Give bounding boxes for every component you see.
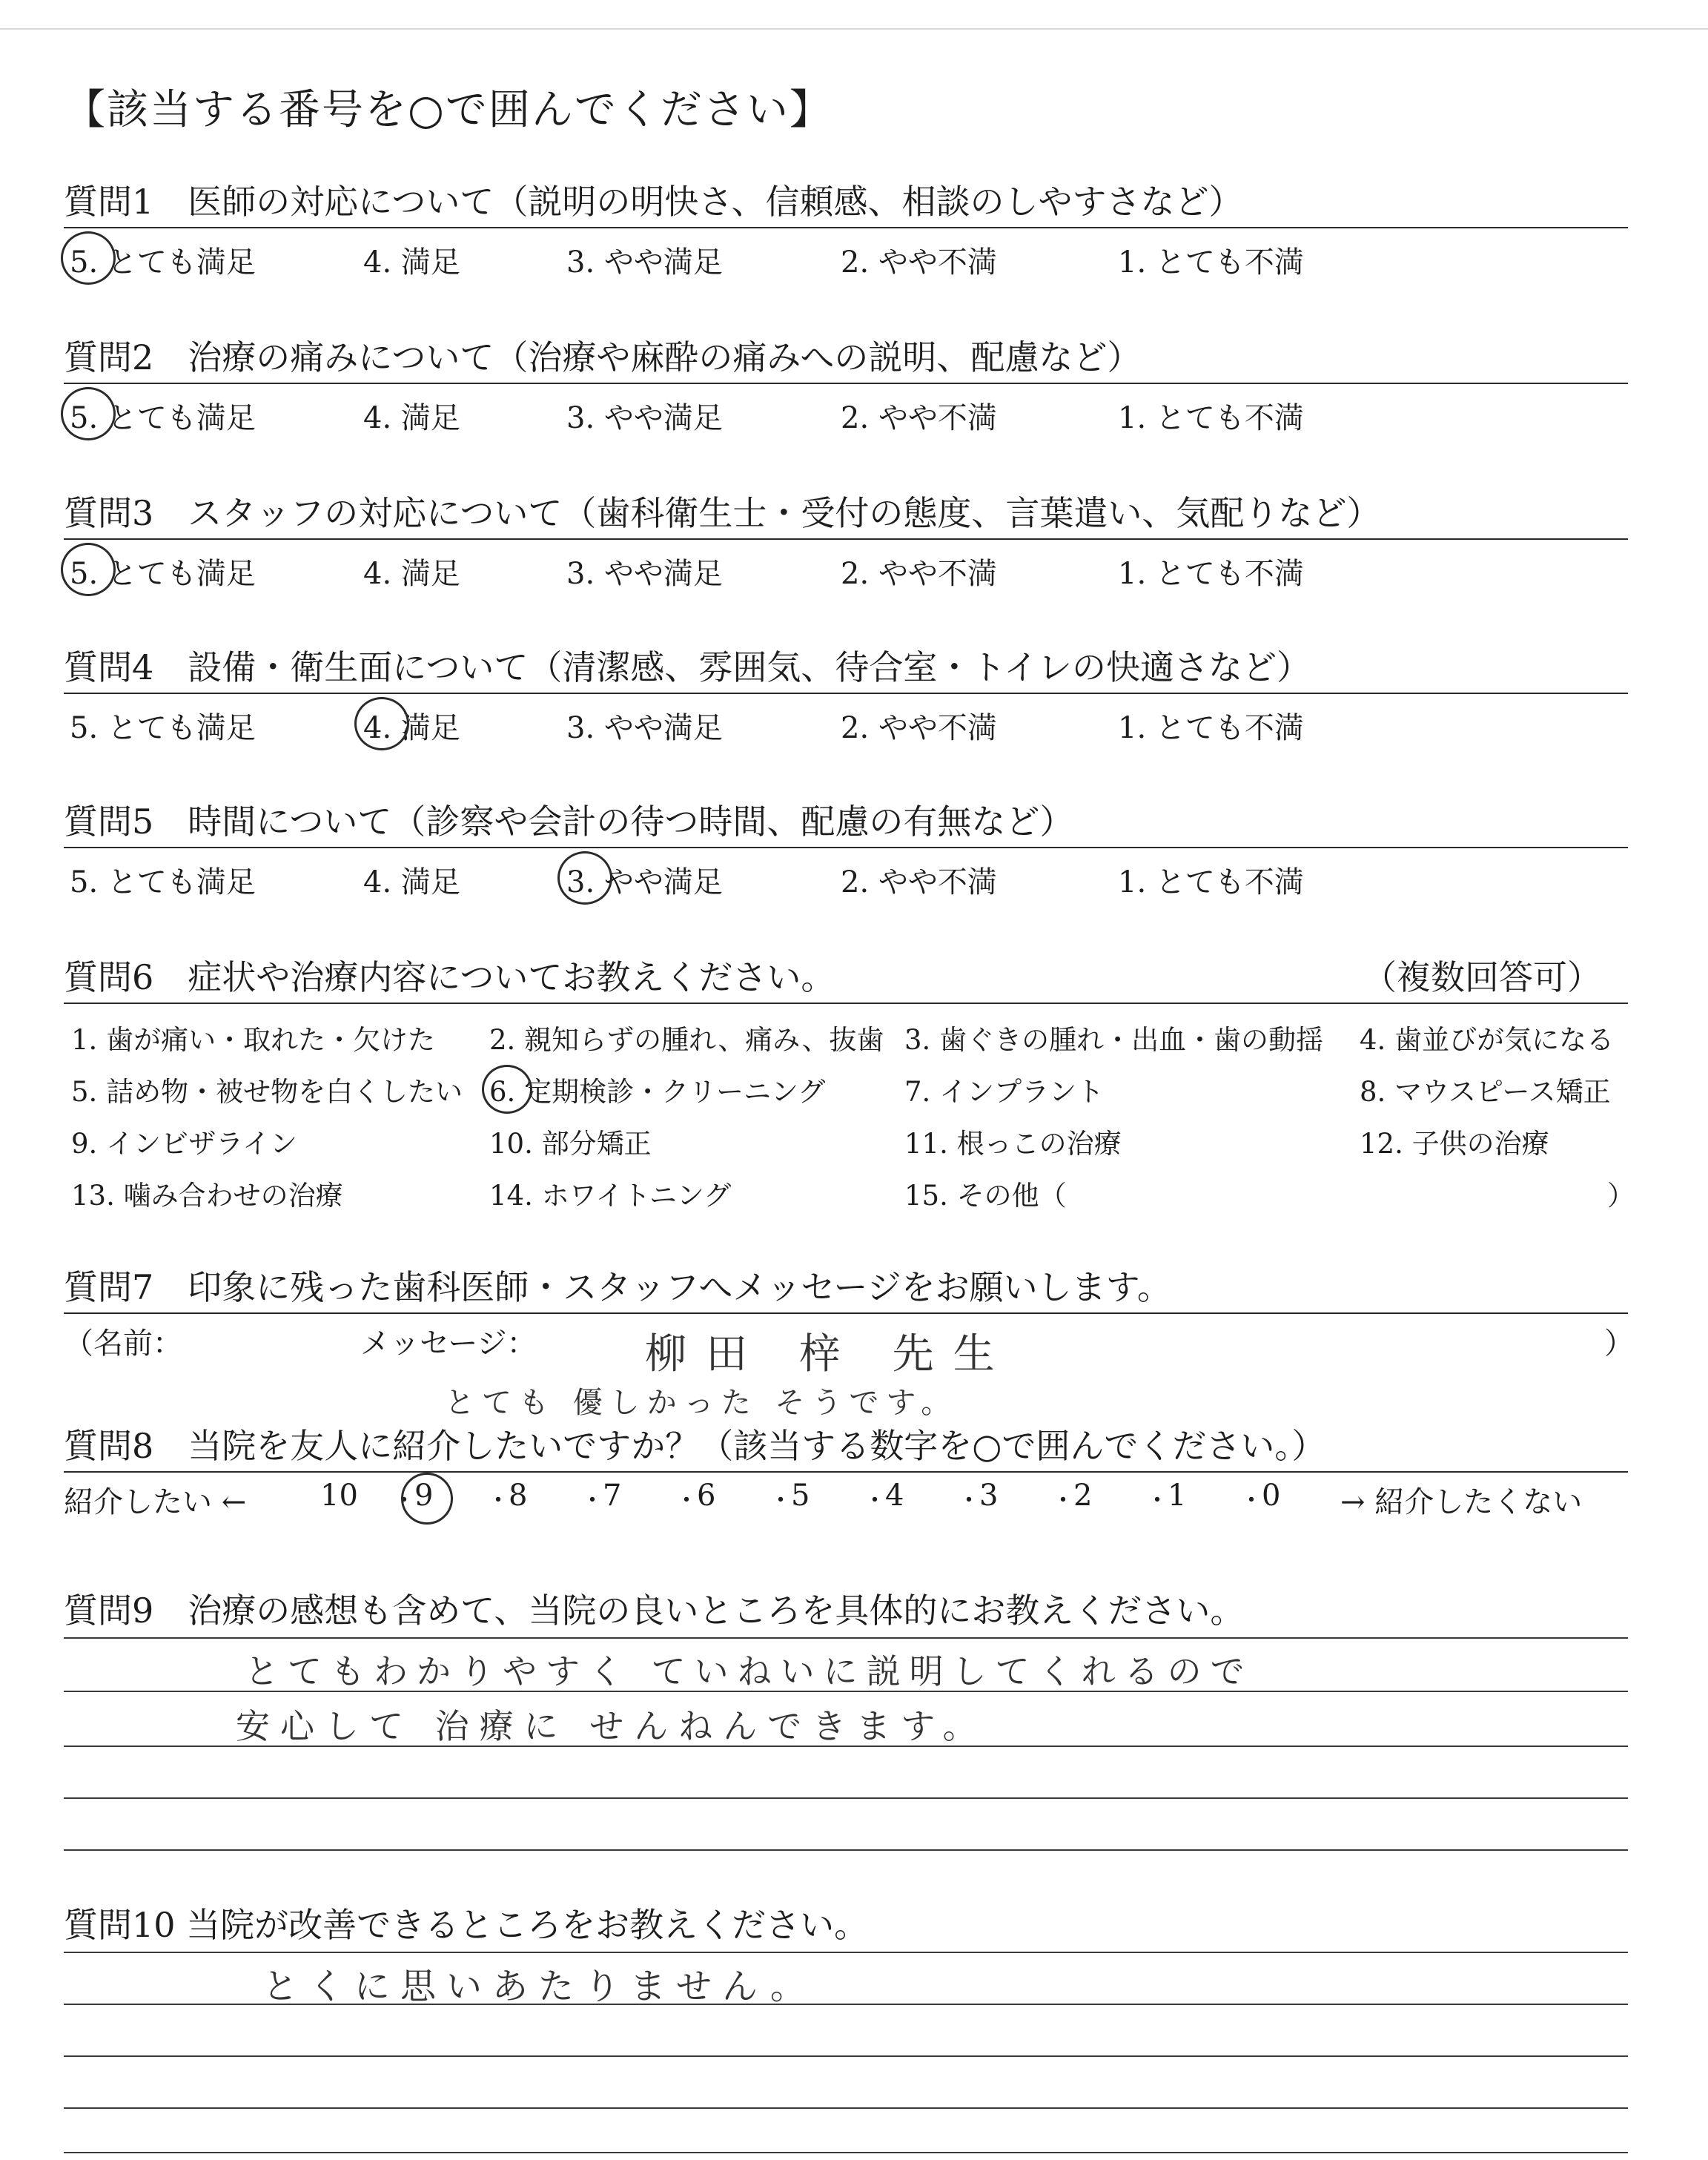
q8-scale-separator: ・ bbox=[1239, 1486, 1264, 1516]
q9-line-4 bbox=[64, 1797, 1628, 1799]
q3-rule bbox=[64, 538, 1628, 540]
q2-rule bbox=[64, 383, 1628, 384]
q7-message-label: メッセージ： bbox=[360, 1327, 537, 1361]
q3-option-4[interactable]: 4. 満足 bbox=[363, 557, 460, 591]
q4-selection-circle bbox=[354, 697, 409, 750]
q10-title: 質問10 当院が改善できるところをお教えください。 bbox=[64, 1905, 869, 1945]
q6-option-12[interactable]: 12. 子供の治療 bbox=[1360, 1128, 1549, 1160]
q3-title: 質問3 スタッフの対応について（歯科衛生士・受付の態度、言葉遣い、気配りなど） bbox=[64, 493, 1381, 533]
q5-option-4[interactable]: 4. 満足 bbox=[363, 865, 460, 899]
q8-scale-9[interactable]: 9 bbox=[414, 1479, 434, 1513]
q1-rule bbox=[64, 227, 1628, 228]
q3-option-1[interactable]: 1. とても不満 bbox=[1118, 557, 1304, 591]
q10-line-3 bbox=[64, 2055, 1628, 2057]
q6-option-9[interactable]: 9. インビザライン bbox=[71, 1128, 297, 1160]
q6-option-13[interactable]: 13. 噛み合わせの治療 bbox=[71, 1180, 343, 1212]
q7-title: 質問7 印象に残った歯科医師・スタッフへメッセージをお願いします。 bbox=[64, 1267, 1171, 1307]
q6-selection-circle bbox=[482, 1065, 532, 1114]
q9-handwritten-line-2: 安心して 治療に せんねんできます。 bbox=[236, 1706, 987, 1746]
q6-option-3[interactable]: 3. 歯ぐきの腫れ・出血・歯の動揺 bbox=[904, 1024, 1324, 1056]
q5-option-1[interactable]: 1. とても不満 bbox=[1118, 865, 1304, 899]
q6-option-4[interactable]: 4. 歯並びが気になる bbox=[1360, 1024, 1615, 1056]
q6-option-6[interactable]: 6. 定期検診・クリーニング bbox=[489, 1076, 826, 1108]
q2-option-1[interactable]: 1. とても不満 bbox=[1118, 401, 1304, 435]
q2-option-2[interactable]: 2. やや不満 bbox=[841, 401, 997, 435]
q8-right-label: → 紹介したくない bbox=[1340, 1485, 1583, 1519]
q6-option-2[interactable]: 2. 親知らずの腫れ、痛み、抜歯 bbox=[489, 1024, 884, 1056]
q4-rule bbox=[64, 693, 1628, 694]
q8-scale-separator: ・ bbox=[768, 1486, 793, 1516]
q6-option-15[interactable]: 15. その他（ bbox=[904, 1180, 1067, 1212]
q9-line-1 bbox=[64, 1637, 1628, 1639]
q8-scale-5[interactable]: 5 bbox=[791, 1479, 810, 1513]
q3-option-2[interactable]: 2. やや不満 bbox=[841, 557, 997, 591]
q3-selection-circle bbox=[61, 543, 116, 596]
q1-option-4[interactable]: 4. 満足 bbox=[363, 245, 460, 280]
q6-option-11[interactable]: 11. 根っこの治療 bbox=[904, 1128, 1122, 1160]
q8-scale-7[interactable]: 7 bbox=[603, 1479, 622, 1513]
q5-rule bbox=[64, 847, 1628, 848]
q10-handwritten-line-1: とくに思いあたりません。 bbox=[262, 1966, 816, 2007]
q6-rule bbox=[64, 1003, 1628, 1004]
q1-option-1[interactable]: 1. とても不満 bbox=[1118, 245, 1304, 280]
q5-selection-circle bbox=[557, 851, 612, 905]
q8-scale-8[interactable]: 8 bbox=[509, 1479, 528, 1513]
q9-line-5 bbox=[64, 1849, 1628, 1851]
q8-scale-separator: ・ bbox=[674, 1486, 699, 1516]
q7-close-paren: ） bbox=[1604, 1327, 1634, 1361]
q4-option-2[interactable]: 2. やや不満 bbox=[841, 711, 997, 745]
q6-other-close-paren: ） bbox=[1607, 1180, 1635, 1212]
q5-option-2[interactable]: 2. やや不満 bbox=[841, 865, 997, 899]
q1-selection-circle bbox=[61, 231, 116, 285]
q8-title: 質問8 当院を友人に紹介したいですか？（該当する数字を○で囲んでください。） bbox=[64, 1426, 1326, 1466]
q6-option-8[interactable]: 8. マウスピース矯正 bbox=[1360, 1076, 1611, 1108]
q6-option-5[interactable]: 5. 詰め物・被せ物を白くしたい bbox=[71, 1076, 463, 1108]
q7-rule bbox=[64, 1312, 1628, 1314]
q7-handwritten-message: とても 優しかった そうです。 bbox=[445, 1386, 959, 1420]
q8-scale-separator: ・ bbox=[580, 1486, 605, 1516]
q1-title: 質問1 医師の対応について（説明の明快さ、信頼感、相談のしやすさなど） bbox=[64, 182, 1243, 222]
q1-option-5[interactable]: 5. とても満足 bbox=[70, 245, 256, 280]
q2-option-3[interactable]: 3. やや満足 bbox=[566, 401, 723, 435]
scan-top-edge bbox=[0, 28, 1708, 30]
q7-handwritten-name: 柳田 梓 先生 bbox=[645, 1330, 1014, 1378]
q2-selection-circle bbox=[61, 387, 116, 440]
q5-option-5[interactable]: 5. とても満足 bbox=[70, 865, 256, 899]
q8-scale-3[interactable]: 3 bbox=[979, 1479, 999, 1513]
q10-line-5 bbox=[64, 2152, 1628, 2153]
q8-left-label: 紹介したい ← bbox=[64, 1485, 247, 1519]
q1-option-2[interactable]: 2. やや不満 bbox=[841, 245, 997, 280]
q10-line-4 bbox=[64, 2107, 1628, 2109]
q8-scale-1[interactable]: 1 bbox=[1168, 1479, 1187, 1513]
q7-name-label: （名前： bbox=[64, 1327, 182, 1361]
q4-title: 質問4 設備・衛生面について（清潔感、雰囲気、待合室・トイレの快適さなど） bbox=[64, 647, 1311, 687]
q6-note: （複数回答可） bbox=[1363, 957, 1601, 997]
q9-title: 質問9 治療の感想も含めて、当院の良いところを具体的にお教えください。 bbox=[64, 1591, 1245, 1631]
q6-option-1[interactable]: 1. 歯が痛い・取れた・欠けた bbox=[71, 1024, 436, 1056]
q8-rule bbox=[64, 1471, 1628, 1473]
q8-scale-separator: ・ bbox=[391, 1486, 417, 1516]
q3-option-5[interactable]: 5. とても満足 bbox=[70, 557, 256, 591]
q8-scale-separator: ・ bbox=[862, 1486, 887, 1516]
q8-scale-4[interactable]: 4 bbox=[885, 1479, 904, 1513]
q6-option-14[interactable]: 14. ホワイトニング bbox=[489, 1180, 732, 1212]
q8-scale-separator: ・ bbox=[1050, 1486, 1076, 1516]
q9-handwritten-line-1: とてもわかりやすく ていねいに説明してくれるので bbox=[245, 1651, 1254, 1691]
q8-scale-6[interactable]: 6 bbox=[697, 1479, 716, 1513]
q8-scale-0[interactable]: 0 bbox=[1262, 1479, 1281, 1513]
page-heading: 【該当する番号を○で囲んでください】 bbox=[64, 86, 833, 134]
q2-title: 質問2 治療の痛みについて（治療や麻酔の痛みへの説明、配慮など） bbox=[64, 337, 1142, 377]
q8-scale-separator: ・ bbox=[1145, 1486, 1170, 1516]
q3-option-3[interactable]: 3. やや満足 bbox=[566, 557, 723, 591]
q6-option-7[interactable]: 7. インプラント bbox=[904, 1076, 1105, 1108]
q4-option-5[interactable]: 5. とても満足 bbox=[70, 711, 256, 745]
q6-title: 質問6 症状や治療内容についてお教えください。 bbox=[64, 957, 835, 997]
q6-option-10[interactable]: 10. 部分矯正 bbox=[489, 1128, 652, 1160]
q4-option-1[interactable]: 1. とても不満 bbox=[1118, 711, 1304, 745]
q5-option-3[interactable]: 3. やや満足 bbox=[566, 865, 723, 899]
q4-option-3[interactable]: 3. やや満足 bbox=[566, 711, 723, 745]
q8-scale-separator: ・ bbox=[486, 1486, 511, 1516]
q4-option-4[interactable]: 4. 満足 bbox=[363, 711, 460, 745]
q8-scale-10[interactable]: 10 bbox=[320, 1479, 358, 1513]
q8-selection-circle bbox=[401, 1473, 453, 1525]
q8-scale-2[interactable]: 2 bbox=[1073, 1479, 1093, 1513]
q5-title: 質問5 時間について（診察や会計の待つ時間、配慮の有無など） bbox=[64, 802, 1074, 842]
q1-option-3[interactable]: 3. やや満足 bbox=[566, 245, 723, 280]
q10-line-1 bbox=[64, 1952, 1628, 1953]
q2-option-5[interactable]: 5. とても満足 bbox=[70, 401, 256, 435]
q2-option-4[interactable]: 4. 満足 bbox=[363, 401, 460, 435]
q8-scale-separator: ・ bbox=[956, 1486, 982, 1516]
